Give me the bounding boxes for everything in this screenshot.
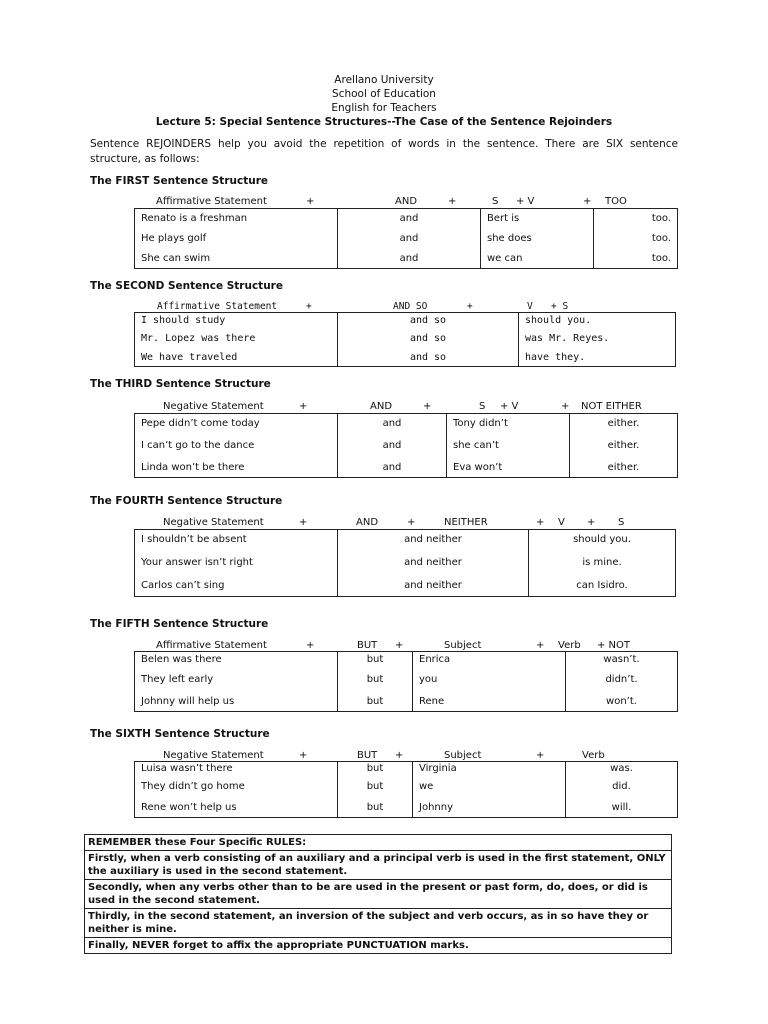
column-head: AND — [356, 517, 379, 528]
section-title: The FIFTH Sentence Structure — [90, 618, 269, 630]
table-cell: is mine. — [529, 550, 676, 575]
table-row — [135, 530, 676, 550]
table-cell: I should study — [135, 313, 338, 328]
table-cell: didn’t. — [566, 668, 678, 692]
table-cell: and neither — [338, 575, 529, 597]
table-row — [135, 229, 678, 249]
table-cell: and — [338, 229, 481, 249]
column-head: + — [467, 301, 473, 312]
rules-box — [84, 834, 672, 954]
column-head: + — [407, 517, 416, 528]
table-cell: did. — [566, 776, 678, 798]
column-head: + — [423, 401, 432, 412]
structure-table — [134, 312, 676, 367]
table-row — [135, 209, 678, 229]
column-head: + — [395, 640, 404, 651]
table-row — [135, 692, 678, 712]
table-cell: should you. — [529, 530, 676, 550]
table-row — [135, 550, 676, 575]
table-row — [135, 328, 676, 350]
column-head: AND SO — [393, 301, 428, 312]
table-cell: Tony didn’t — [447, 414, 570, 434]
table-cell: Johnny will help us — [135, 692, 338, 712]
structure-table — [134, 208, 678, 269]
column-head: + — [536, 750, 545, 761]
table-cell: can Isidro. — [529, 575, 676, 597]
table-cell: He plays golf — [135, 229, 338, 249]
table-cell: Virginia — [413, 762, 566, 776]
table-cell: I can’t go to the dance — [135, 434, 338, 458]
table-cell: too. — [594, 249, 678, 269]
table-cell: but — [338, 762, 413, 776]
column-head: + — [536, 640, 545, 651]
rules-heading: REMEMBER these Four Specific RULES: — [85, 835, 672, 851]
rules-row — [85, 909, 672, 938]
table-cell: Enrica — [413, 652, 566, 668]
table-cell: too. — [594, 229, 678, 249]
table-cell: either. — [570, 458, 678, 478]
rule-item: Finally, NEVER forget to affix the appropriate PUNCTUATION marks. — [85, 938, 672, 954]
rule-item: Thirdly, in the second statement, an inversion of the subject and verb occurs, as in so have they or neither is mine. — [85, 909, 672, 938]
column-head: AND — [395, 196, 418, 207]
table-cell: and — [338, 414, 447, 434]
table-cell: too. — [594, 209, 678, 229]
table-cell: and so — [338, 313, 519, 328]
table-cell: Linda won’t be there — [135, 458, 338, 478]
section-title: The FIRST Sentence Structure — [90, 175, 268, 187]
column-head: Subject — [444, 750, 482, 761]
table-cell: and — [338, 458, 447, 478]
table-cell: we can — [481, 249, 594, 269]
document-header — [0, 73, 768, 129]
section-title: The SECOND Sentence Structure — [90, 280, 283, 292]
column-head: + — [395, 750, 404, 761]
table-cell: I shouldn’t be absent — [135, 530, 338, 550]
table-cell: but — [338, 668, 413, 692]
table-row — [135, 668, 678, 692]
course-name: English for Teachers — [331, 102, 437, 114]
column-head: NEITHER — [444, 517, 488, 528]
column-head: + — [536, 517, 545, 528]
table-cell: and — [338, 434, 447, 458]
column-head: Affirmative Statement — [156, 640, 267, 651]
rule-item: Secondly, when any verbs other than to be are used in the present or past form, do, does, or did is used in the second statement. — [85, 880, 672, 909]
table-cell: she can’t — [447, 434, 570, 458]
table-cell: won’t. — [566, 692, 678, 712]
column-head: Negative Statement — [163, 401, 264, 412]
table-cell: Rene won’t help us — [135, 798, 338, 818]
table-cell: have they. — [519, 350, 676, 367]
table-cell: We have traveled — [135, 350, 338, 367]
table-cell: Rene — [413, 692, 566, 712]
column-head: Negative Statement — [163, 750, 264, 761]
table-cell: we — [413, 776, 566, 798]
table-cell: but — [338, 652, 413, 668]
column-head: S — [618, 517, 625, 528]
column-head: + — [587, 517, 596, 528]
table-row — [135, 458, 678, 478]
table-cell: was Mr. Reyes. — [519, 328, 676, 350]
column-head: BUT — [357, 750, 378, 761]
table-cell: and so — [338, 328, 519, 350]
column-head: + — [299, 401, 308, 412]
table-cell: wasn’t. — [566, 652, 678, 668]
table-cell: and neither — [338, 530, 529, 550]
table-cell: Belen was there — [135, 652, 338, 668]
structure-table — [134, 761, 678, 818]
structure-table — [134, 651, 678, 712]
column-head: + — [583, 196, 592, 207]
table-row — [135, 776, 678, 798]
lecture-title: Lecture 5: Special Sentence Structures--The Case of the Sentence Rejoinders — [155, 116, 613, 128]
column-head: + — [306, 196, 315, 207]
structure-table — [134, 413, 678, 478]
column-head: NOT EITHER — [581, 401, 642, 412]
column-head: Affirmative Statement — [156, 196, 267, 207]
column-head: + NOT — [597, 640, 631, 651]
table-row — [135, 414, 678, 434]
column-head: Verb — [558, 640, 581, 651]
table-cell: was. — [566, 762, 678, 776]
table-cell: either. — [570, 414, 678, 434]
column-head: + — [561, 401, 570, 412]
university-name: Arellano University — [334, 74, 434, 86]
section-title: The FOURTH Sentence Structure — [90, 495, 283, 507]
column-head: TOO — [605, 196, 627, 207]
column-head: + V — [516, 196, 535, 207]
table-cell: She can swim — [135, 249, 338, 269]
section-title: The SIXTH Sentence Structure — [90, 728, 270, 740]
table-cell: and neither — [338, 550, 529, 575]
column-head: BUT — [357, 640, 378, 651]
table-row — [135, 798, 678, 818]
column-head: V — [527, 301, 533, 312]
structure-table — [134, 529, 676, 597]
column-head: Subject — [444, 640, 482, 651]
column-head: V — [558, 517, 565, 528]
table-cell: and so — [338, 350, 519, 367]
table-cell: Renato is a freshman — [135, 209, 338, 229]
table-cell: Pepe didn’t come today — [135, 414, 338, 434]
table-cell: Your answer isn’t right — [135, 550, 338, 575]
table-cell: but — [338, 798, 413, 818]
table-cell: and — [338, 209, 481, 229]
intro-paragraph: Sentence REJOINDERS help you avoid the repetition of words in the sentence. There are SIX sentence structure, as follows: — [90, 138, 678, 165]
table-cell: They left early — [135, 668, 338, 692]
section-title: The THIRD Sentence Structure — [90, 378, 271, 390]
column-head: Affirmative Statement — [157, 301, 278, 312]
column-head: Verb — [582, 750, 605, 761]
rules-row — [85, 938, 672, 954]
table-cell: Johnny — [413, 798, 566, 818]
table-cell: should you. — [519, 313, 676, 328]
column-head: S — [479, 401, 486, 412]
school-name: School of Education — [332, 88, 436, 100]
table-cell: but — [338, 776, 413, 798]
table-row — [135, 652, 678, 668]
table-cell: They didn’t go home — [135, 776, 338, 798]
table-cell: will. — [566, 798, 678, 818]
table-row — [135, 434, 678, 458]
column-head: + — [299, 517, 308, 528]
table-cell: Bert is — [481, 209, 594, 229]
table-cell: Mr. Lopez was there — [135, 328, 338, 350]
rules-row — [85, 835, 672, 851]
table-cell: Luisa wasn’t there — [135, 762, 338, 776]
table-cell: you — [413, 668, 566, 692]
table-row — [135, 313, 676, 328]
rules-row — [85, 851, 672, 880]
column-head: + — [306, 301, 312, 312]
table-cell: Eva won’t — [447, 458, 570, 478]
column-head: S — [492, 196, 499, 207]
table-row — [135, 249, 678, 269]
column-head: Negative Statement — [163, 517, 264, 528]
table-cell: Carlos can’t sing — [135, 575, 338, 597]
column-head: AND — [370, 401, 393, 412]
column-head: + V — [500, 401, 519, 412]
column-head: + — [306, 640, 315, 651]
column-head: + — [299, 750, 308, 761]
table-row — [135, 350, 676, 367]
table-row — [135, 762, 678, 776]
table-row — [135, 575, 676, 597]
rule-item: Firstly, when a verb consisting of an auxiliary and a principal verb is used in the first statement, ONLY the auxiliary is used in the second statement. — [85, 851, 672, 880]
table-cell: either. — [570, 434, 678, 458]
rules-row — [85, 880, 672, 909]
table-cell: and — [338, 249, 481, 269]
column-head: + S — [551, 301, 569, 312]
column-head: + — [448, 196, 457, 207]
table-cell: she does — [481, 229, 594, 249]
table-cell: but — [338, 692, 413, 712]
